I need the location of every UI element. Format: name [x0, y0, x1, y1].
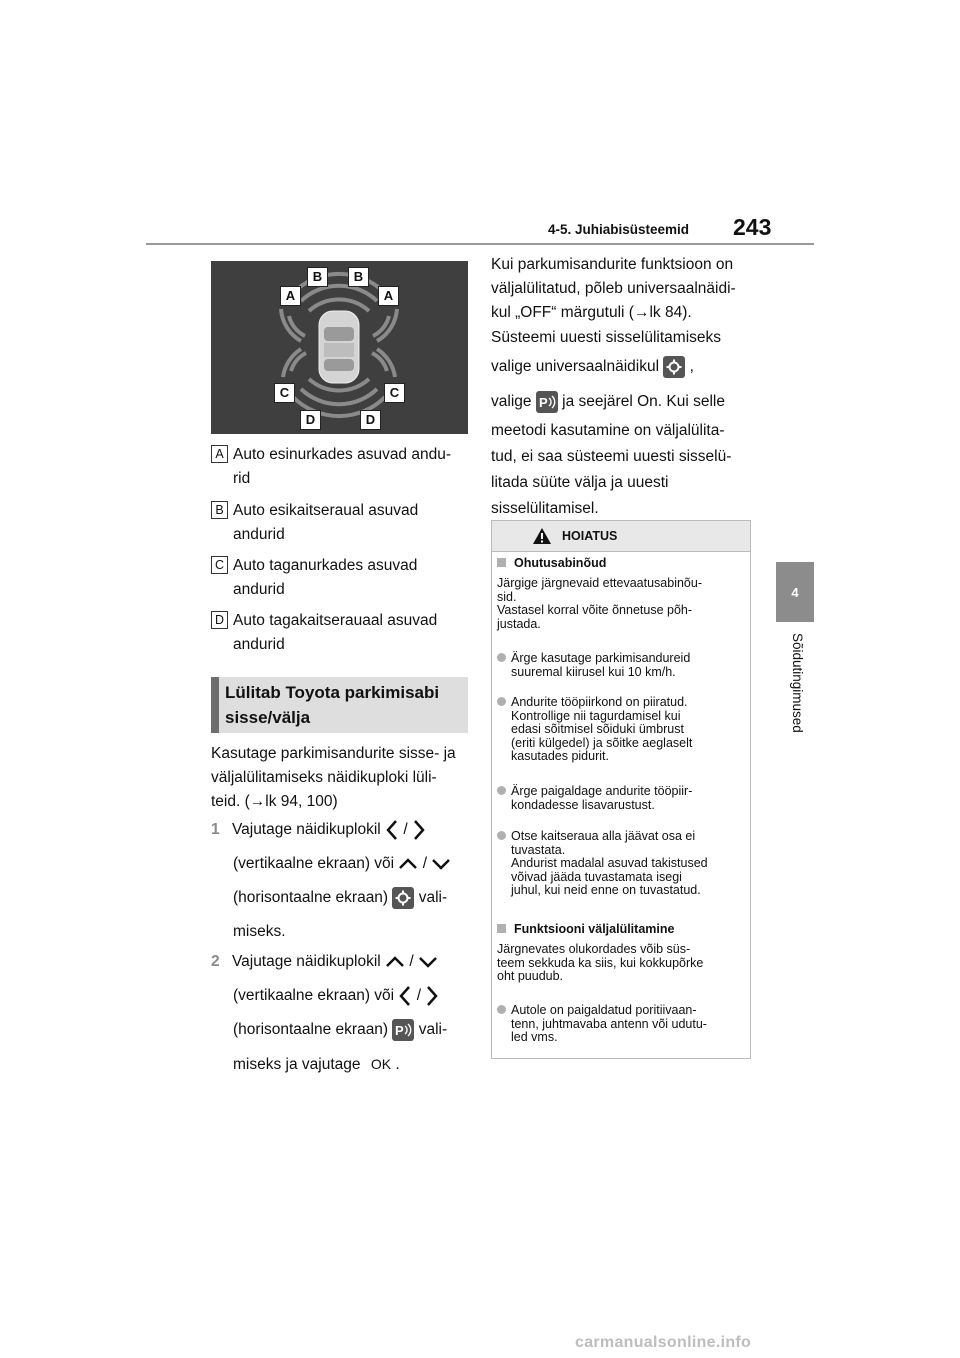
text-line: valige	[491, 393, 532, 410]
round-bullet-icon	[497, 697, 506, 706]
chevron-left-icon	[398, 985, 412, 1007]
ok-button-symbol: OK	[370, 1056, 392, 1072]
legend-text: andurid	[233, 581, 285, 598]
text-line: võivad jääda tuvastamata isegi	[511, 869, 682, 884]
right-paragraph-4	[491, 390, 751, 414]
text-line: kondadesse lisavarustust.	[511, 797, 655, 812]
text-line: Ärge paigaldage andurite tööpiir-	[511, 784, 693, 798]
text-line: Vajutage näidikuplokil	[231, 953, 381, 970]
chevron-left-icon	[385, 819, 399, 841]
text-line: sid.	[497, 589, 517, 604]
label-a-left: A	[280, 286, 301, 306]
section-title: 4-5. Juhiabisüsteemid	[548, 222, 690, 237]
round-bullet-icon	[497, 786, 506, 795]
text-line: oht puudub.	[497, 969, 564, 983]
header-divider	[146, 243, 814, 245]
subheading-text: Ohutusabinõud	[514, 556, 607, 570]
text-line: teid. (→lk 94, 100)	[211, 793, 338, 810]
text-line: (vertikaalne ekraan) või	[233, 987, 395, 1004]
page-number: 243	[733, 214, 772, 240]
label-d-right: D	[360, 410, 381, 430]
text-line: Vastasel korral võite õnnetuse põh-	[497, 603, 693, 617]
text-line: (horisontaalne ekraan)	[233, 1021, 389, 1038]
warning-bullet	[497, 652, 761, 679]
warning-subheading-2	[497, 923, 674, 937]
text-line: Järgnevates olukordades võib süs-	[497, 942, 691, 956]
legend-text: Auto esikaitseraual asuvad	[233, 502, 419, 519]
text-line: (vertikaalne ekraan) või	[233, 855, 395, 872]
text-line: Kontrollige nii tagurdamisel kui	[511, 708, 681, 723]
chevron-down-icon	[431, 857, 451, 871]
legend-key: B	[211, 501, 228, 519]
chevron-up-icon	[398, 857, 418, 871]
text-line: vali-	[418, 1021, 448, 1038]
round-bullet-icon	[497, 1005, 506, 1014]
text-line: led vms.	[511, 1030, 558, 1044]
right-paragraph-3	[491, 355, 751, 379]
text-line: juhul, kui neid enne on tuvastatud.	[511, 883, 701, 897]
chevron-up-icon	[385, 955, 405, 969]
warning-intro-1	[497, 577, 747, 631]
slash: /	[409, 953, 414, 970]
sensor-illustration	[211, 261, 468, 434]
legend-text: Auto esinurkades asuvad andu-	[233, 446, 452, 463]
square-bullet-icon	[497, 924, 506, 933]
warning-header	[492, 521, 750, 552]
right-paragraph-1	[491, 253, 751, 325]
heading-line: Lülitab Toyota parkimisabi	[225, 683, 440, 702]
warning-box	[491, 520, 751, 1059]
chevron-right-icon	[425, 985, 439, 1007]
round-bullet-icon	[497, 653, 506, 662]
car-top-view	[319, 311, 359, 383]
legend-key: C	[211, 556, 228, 574]
text-line: ja seejärel On. Kui selle	[562, 393, 725, 410]
heading-line: sisse/välja	[225, 708, 311, 727]
svg-text:P: P	[538, 394, 548, 410]
settings-gear-icon	[663, 356, 685, 378]
intro-paragraph	[211, 742, 471, 814]
text-line: miseks.	[233, 923, 286, 940]
legend-item-a	[211, 443, 471, 493]
text-line: vali-	[418, 889, 448, 906]
text-line: Ärge kasutage parkimisandureid	[511, 651, 691, 665]
text-line: valige universaalnäidikul	[491, 358, 660, 375]
warning-bullet	[497, 1004, 761, 1045]
text-line: tuvastata.	[511, 842, 566, 857]
subheading-text: Funktsiooni väljalülitamine	[514, 922, 675, 936]
text-line: kasutades pidurit.	[511, 749, 609, 763]
text-line: .	[395, 1056, 400, 1073]
warning-bullet	[497, 830, 761, 898]
label-b-right: B	[348, 267, 369, 287]
text-line: väljalülitatud, põleb universaalnäidi-	[491, 280, 736, 297]
slash: /	[416, 987, 422, 1004]
step-number: 1	[211, 821, 220, 838]
legend-item-c	[211, 554, 471, 604]
text-line: Kui parkumisandurite funktsioon on	[491, 256, 734, 273]
right-paragraph-5	[491, 418, 751, 522]
label-d-left: D	[300, 410, 321, 430]
warning-triangle-icon	[532, 527, 552, 545]
warning-subheading-1	[497, 557, 606, 571]
square-bullet-icon	[497, 558, 506, 567]
step-number: 2	[211, 953, 220, 970]
text-line: Kasutage parkimisandurite sisse- ja	[211, 745, 456, 762]
legend-key: D	[211, 611, 228, 629]
step-2	[211, 950, 471, 1086]
heading-accent	[211, 677, 219, 733]
round-bullet-icon	[497, 831, 506, 840]
section-heading	[211, 677, 468, 733]
footer-watermark: carmanualsonline.info	[575, 1334, 752, 1351]
step-1	[211, 818, 471, 954]
warning-title: HOIATUS	[562, 529, 618, 543]
slash: /	[422, 855, 428, 872]
text-line: tud, ei saa süsteemi uuesti sisselü-	[491, 448, 732, 465]
text-line: Andurite tööpiirkond on piiratud.	[511, 695, 688, 709]
text-line: miseks ja vajutage	[233, 1056, 361, 1073]
text-line: justada.	[497, 616, 541, 631]
warning-bullet	[497, 696, 761, 764]
slash: /	[403, 821, 408, 838]
text-line: Otse kaitseraua alla jäävat osa ei	[511, 829, 696, 843]
legend-item-d	[211, 609, 471, 659]
legend-key: A	[211, 445, 228, 463]
text-line: teem sekkuda ka siis, kui kokkupõrke	[497, 955, 704, 970]
text-line: Vajutage näidikuplokil	[231, 821, 381, 838]
legend-text: andurid	[233, 636, 285, 653]
label-b-left: B	[307, 267, 328, 287]
chapter-label: Sõidutingimused	[790, 633, 805, 733]
chapter-tab: 4	[776, 562, 814, 622]
text-line: väljalülitamiseks näidikuploki lüli-	[211, 769, 437, 786]
legend-item-b	[211, 499, 471, 549]
text-line: (eriti külgedel) ja sõitke aeglaselt	[511, 735, 693, 750]
text-line: sisselülitamisel.	[491, 500, 599, 517]
text-line: Andurist madalal asuvad takistused	[511, 856, 708, 870]
text-line: suuremal kiirusel kui 10 km/h.	[511, 664, 676, 679]
legend-text: Auto taganurkades asuvad	[233, 557, 418, 574]
parking-assist-icon	[392, 1019, 414, 1041]
parking-assist-icon	[536, 391, 558, 413]
text-line: edasi sõitmisel sõiduki ümbrust	[511, 722, 684, 736]
parking-sensor-figure	[211, 261, 468, 434]
settings-gear-icon	[392, 887, 414, 909]
text-line: Autole on paigaldatud poritiivaan-	[511, 1003, 697, 1017]
warning-bullet	[497, 785, 761, 812]
svg-text:P: P	[395, 1022, 405, 1038]
right-paragraph-2: Süsteemi uuesti sisselülitamiseks	[491, 329, 722, 346]
chevron-down-icon	[418, 955, 438, 969]
text-line: (horisontaalne ekraan)	[233, 889, 389, 906]
legend-text: andurid	[233, 526, 285, 543]
warning-intro-2	[497, 943, 747, 984]
label-c-right: C	[384, 383, 405, 403]
legend-text: Auto tagakaitserauaal asuvad	[233, 612, 438, 629]
label-a-right: A	[378, 286, 399, 306]
text-line: tenn, juhtmavaba antenn või udutu-	[511, 1016, 707, 1031]
text-line: litada süüte välja ja uuesti	[491, 474, 669, 491]
text-line: Järgige järgnevaid ettevaatusabinõu-	[497, 576, 702, 590]
text-line: meetodi kasutamine on väljalülita-	[491, 422, 725, 439]
label-c-left: C	[274, 383, 295, 403]
text-line: kul „OFF“ märgutuli (→lk 84).	[491, 304, 692, 321]
legend-text: rid	[233, 470, 251, 487]
text-line: ,	[689, 358, 694, 375]
chevron-right-icon	[412, 819, 426, 841]
